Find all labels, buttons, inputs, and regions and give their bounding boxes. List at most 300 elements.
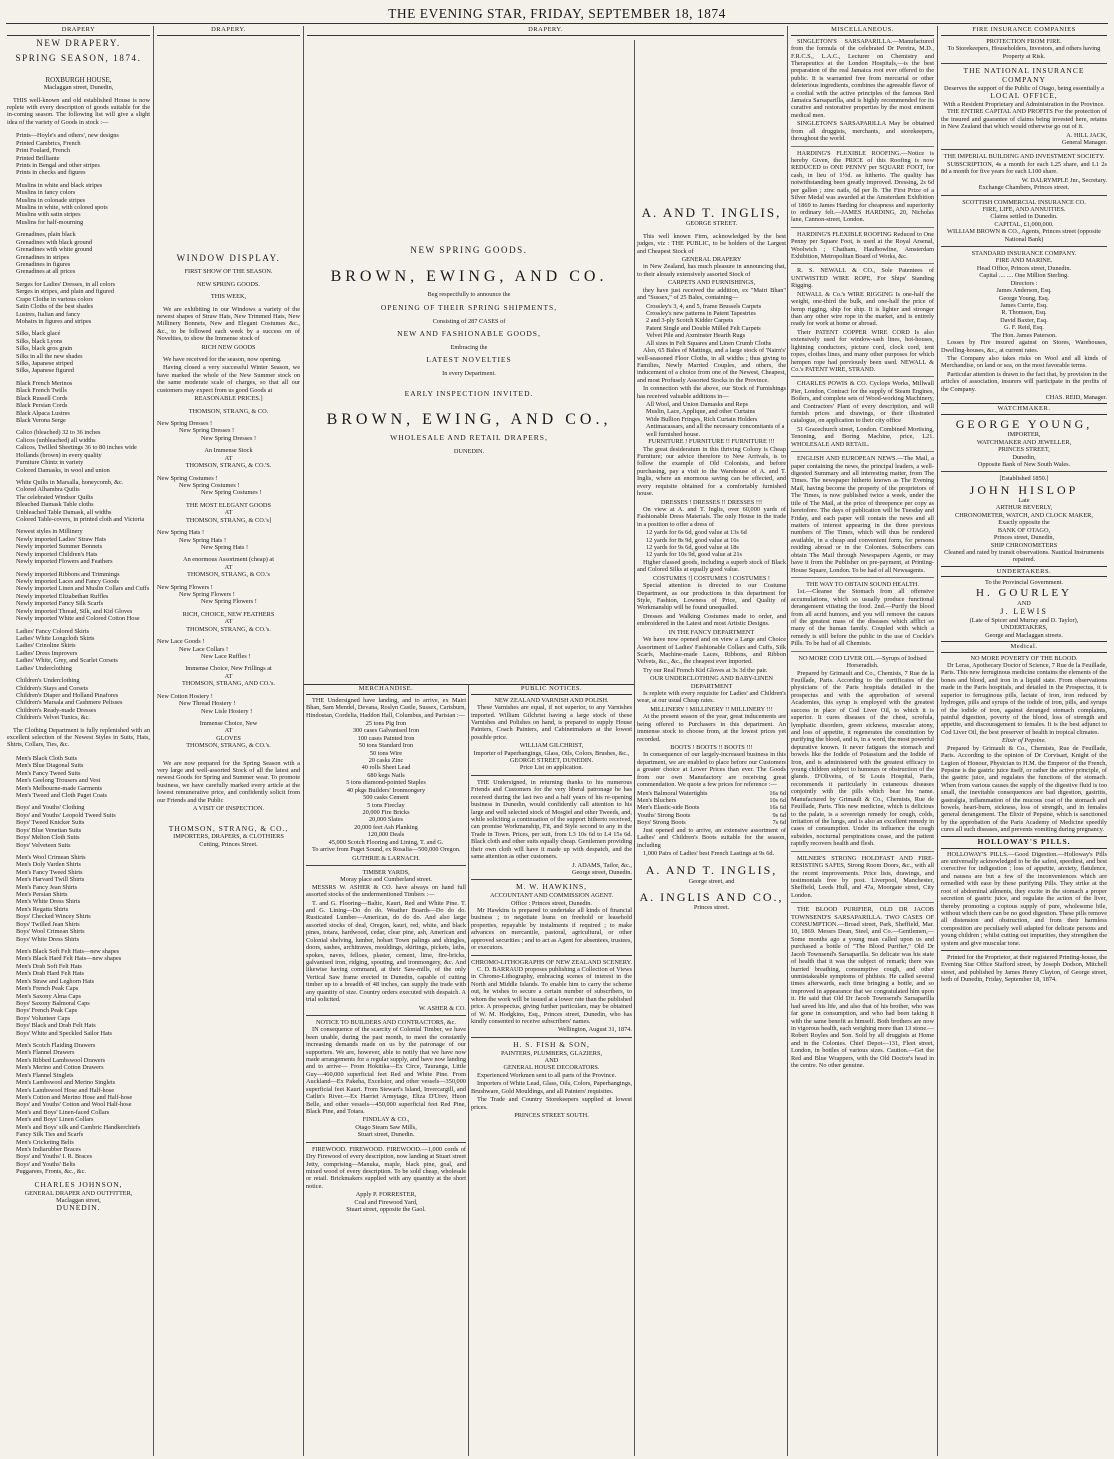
- list-item: Children's Marsala and Cashmere Pelisses: [16, 699, 123, 707]
- list-item: 680 kegs Nails: [367, 771, 405, 779]
- body-text: T. and G. Flooring—Baltic, Kauri, Red and White Pine. T. and G. Lining—Do do do. Weather Boards—Do do do. Rusticated Lumber—American, do do do. And also large assorted stocks of deal, Oregon, kauri, red, white, and black pines, totara, hardwood, cedar, clear pine, ash, American and Colonial shelving, lumber, hobart Town palings and shingles, doors, sashes, architraves, mouldings, skirtings, pickets, laths, spokes, naves, felloes, plaster, cement, lime, fire-bricks, galvanised iron, ridging, spouting, and ironmongery, &c. And likewise having command, at their Saw-mills, of the only Vertical Saw frame erected in Dunedin, capable of cutting timber up to a breadth of 48 inches, can supply the trade with any quantity of size. Country orders executed with despatch. A trial solicited.: [306, 899, 466, 1004]
- list-item: 20 casks Zinc: [368, 757, 404, 765]
- body-text: To arrive from Puget Sound, ex Rosalia—500,000 Oregon.: [312, 846, 461, 854]
- body-text: Price List on application.: [519, 764, 584, 772]
- list-item: Boys' Saxony Balmoral Caps: [16, 999, 90, 1007]
- directors-list: [941, 287, 1107, 339]
- firm-address: Stuart street, Dunedin.: [357, 1131, 415, 1139]
- body-text: 1,000 Pairs of Ladies' best French Lastings at 9s 6d.: [643, 849, 775, 857]
- list-item: Boys' White and Speckled Sailor Hats: [16, 1029, 112, 1037]
- notice-line: New Spring Dresses !: [157, 420, 213, 428]
- headline: OPENING OF THEIR SPRING SHIPMENTS,: [380, 302, 558, 312]
- wire-rope-ad: NEWALL & Co.'s WIRE RIGGING Is one-half the weight, one-third the bulk, and one-half the price of hemp rigging, ship for ship. It is lighter and stronger than any other wire rope in the market, and is entirely ready for work at home or abroad.: [791, 290, 934, 328]
- body-text: On view at A. and T. Inglis, over 60,000 yards of Fashionable Dress Materials. The only House in the trade in a position to offer a dress of: [637, 505, 786, 528]
- list-item: Boys' and Youths' Clothing: [16, 804, 85, 812]
- headline: NO MORE POVERTY OF THE BLOOD.: [970, 654, 1078, 662]
- notice-line: New Spring Costumes !: [201, 489, 262, 497]
- director-name: R. Thomson, Esq.: [1001, 309, 1047, 317]
- list-item: Ladies' White, Grey, and Scarlet Corsets: [16, 657, 118, 665]
- director-name: David Baxter, Esq.: [1000, 316, 1048, 324]
- firm-address: Exchange Chambers, Princes street.: [978, 184, 1070, 192]
- list-item: Muslin, Lace, Applique, and other Curtains: [646, 408, 756, 416]
- list-item: Children's Stays and Corsets: [16, 684, 88, 692]
- body-text: Capital .... .... One Million Sterling.: [979, 272, 1069, 280]
- body-text: Experienced Workmen sent to all parts of the Province.: [477, 1071, 617, 1079]
- firm-name: GUTHRIE & LARNACH.: [352, 854, 420, 862]
- signature-title: GENERAL DRAPER AND OUTFITTER,: [24, 1189, 133, 1197]
- list-item: Newly imported Children's Hats: [16, 550, 98, 558]
- notice-line: New Spring Dresses !: [201, 434, 257, 442]
- body-text: Beg respectfully to announce the: [427, 291, 511, 299]
- body-text: HOLLOWAY'S PILLS.—Good Digestion.—Holloway's Pills are universally acknowledged to be the safest, speediest, and best corrective for indigestion ; loss of appetite, anxiety, flatulence, and nausea are but a few of the inconveniences which are remedied with ease by these purifying Pills. They strike at the root of abdominal ailments, they excite in the stomach a proper secretion of gastric juice, and regulate the action of the liver, thereby promoting a copious supply of pure, wholesome bile, without which there can be no good digestion. These pills remove all distension and obstruction, and from their harmless composition are peculiarly well adapted for delicate persons and young children ; whilst cutting out impurities, they strengthen the system and give muscular tone.: [941, 850, 1107, 947]
- list-item: Grenadines with white ground: [16, 246, 93, 254]
- price-list: [637, 529, 786, 559]
- imprint: Printed for the Proprietor, at their registered Printing-house, the Evening Star Office Stafford street, by Joseph Dodson, Mitchell street, and published by James Henry Clayton, of George street, both of Dunedin, Friday, September 18, 1874.: [941, 954, 1107, 984]
- list-item: Men's Fancy Tweed Suits: [16, 769, 81, 777]
- body-text: Is replete with every requisite for Ladies' and Children's wear, at our usual Cheap rates.: [637, 690, 786, 705]
- house-name: ROXBURGH HOUSE,: [45, 75, 112, 84]
- firm-name: THE NATIONAL INSURANCE COMPANY: [963, 65, 1085, 84]
- body-text: Dresses and Walking Costumes made to order, and embroidered in the Latest and most Artistic Designs.: [637, 612, 786, 628]
- firm-description: UNDERTAKERS,: [1000, 624, 1048, 632]
- list-item: Men's Drab Hard Felt Hats: [16, 970, 84, 978]
- notice-line: New Lace Goods !: [157, 638, 205, 646]
- headline: DRESSES ! DRESSES !! DRESSES !!!: [660, 498, 763, 506]
- list-item: Men's White Dress Shirts: [16, 898, 81, 906]
- headline: CAPITAL, £1,000,000.: [994, 220, 1054, 228]
- headline: IN THE FANCY DEPARTMENT: [668, 628, 755, 636]
- notice-line: New Thread Hosiery !: [179, 700, 236, 708]
- list-item: Ladies' Dress Improvers: [16, 649, 78, 657]
- notice-line: New Spring Dresses !: [179, 427, 235, 435]
- body-text: Special attention is directed to our Costume Department, as our productions in this department for Style, Fashion, Lowness of Price, and Quality of Workmanship will be found unequalled.: [637, 582, 786, 612]
- firm-description: IMPORTERS, DRAPERS, & CLOTHIERS: [173, 833, 284, 841]
- body-text: SUBSCRIPTION, 4s a month for each L25 share, and L1 2s 8d a month for five years for each L100 share.: [941, 160, 1107, 176]
- firm-name: STANDARD INSURANCE COMPANY.: [971, 250, 1077, 258]
- list-item: Boys' Volunteer Caps: [16, 1014, 71, 1022]
- list-item: 5 tons diamond-pointed Staples: [346, 779, 426, 787]
- headline: EARLY INSPECTION INVITED.: [404, 388, 534, 398]
- headline: RICH, CHOICE, NEW FEATHERS: [182, 610, 275, 618]
- list-item: Calicos, Twilled Sheetings 36 to 80 inches wide: [16, 444, 137, 452]
- list-item: Printed Cambrics, French: [16, 139, 81, 147]
- item-list: [637, 303, 786, 348]
- body-text: We have received for the season, now opening.: [163, 356, 282, 364]
- list-item: Newly imported Fancy Silk Scarfs: [16, 600, 104, 608]
- item-list: [306, 720, 466, 846]
- at-label: AT: [224, 727, 233, 735]
- firm-name: A. AND T. INGLIS,: [641, 205, 782, 220]
- list-item: Newly imported Summer Bonnets: [16, 543, 103, 551]
- brown-ewing-ad: [304, 40, 634, 680]
- headline: MILLINERY ! MILLINERY !! MILLINERY !!!: [650, 705, 773, 713]
- list-item: Boys' French Peak Caps: [16, 1007, 78, 1015]
- list-item: Prints in Bengal and other stripes: [16, 161, 100, 169]
- section-head: WATCHMAKER.: [941, 403, 1107, 415]
- dateline: Wellington, August 31, 1874.: [557, 1026, 632, 1034]
- column-head: DRAPERY.: [157, 26, 300, 36]
- list-item: Men's Fancy Jean Shirts: [16, 883, 78, 891]
- body-text: In every Department.: [442, 370, 496, 378]
- notice-line: New Cotton Hosiery !: [157, 692, 213, 700]
- list-item: Boys' and Youths' Cotton and Wool Half-hose: [16, 1101, 132, 1109]
- firm-name: THOMSON, STRANG, & CO.'S.: [185, 462, 272, 470]
- list-item: Puggarees, Fronts, &c., &c.: [16, 1168, 86, 1176]
- list-item: Men's Ribbed Lambswool Drawers: [16, 1056, 106, 1064]
- list-item: Men's Blue Diagonal Suits: [16, 762, 84, 770]
- firm-name: THOMSON, STRANG, & CO.'s.: [186, 625, 271, 633]
- list-item: Boys' Checked Wincey Shirts: [16, 913, 91, 921]
- notice-line: New Spring Flowers !: [201, 598, 257, 606]
- list-item: Silks, Japanese figured: [16, 367, 74, 375]
- list-item: Men's Flannel Singlets: [16, 1071, 74, 1079]
- firm-name: M. W. HAWKINS,: [515, 882, 588, 892]
- headline: NEW AND FASHIONABLE GOODS,: [397, 329, 541, 339]
- list-item: Grenadines, plain black: [16, 231, 76, 239]
- firm-name: H. GOURLEY: [976, 586, 1072, 599]
- list-item: Newly imported White and Colored Cotton Hose: [16, 615, 140, 623]
- list-item: Boys' Wool Crimean Shirts: [16, 928, 85, 936]
- body-text: Late: [1018, 496, 1030, 504]
- signature: W. ASHER & CO.: [418, 1004, 466, 1012]
- column-6: [938, 26, 1110, 1456]
- firm-address: George and Maclaggan streets.: [985, 631, 1063, 639]
- column-head: FIRE INSURANCE COMPANIES: [941, 26, 1107, 36]
- list-item: Silks, black glacé: [16, 330, 61, 338]
- ad-title: WINDOW DISPLAY.: [176, 252, 281, 263]
- list-item: Boys' Twilled Jean Shirts: [16, 920, 80, 928]
- body-text: Importers of White Lead, Glass, Oils, Colors, Paperhangings, Brushware, Gold Mouldings, and all Painters' requisites.: [471, 1080, 632, 1095]
- list-item: Black French Twills: [16, 387, 67, 395]
- list-item: Wide Bullion Fringes, Rich Curtain Holders: [646, 415, 758, 423]
- body-text: in New Zealand, has much pleasure in announcing that, to their already extensively assorted Stock of: [637, 263, 786, 278]
- firm-name: THOMSON, STRANG, & CO.: [188, 407, 269, 415]
- firm-name: A. INGLIS AND CO.,: [639, 889, 784, 904]
- headline: Immense Choice, New Frillings at: [185, 665, 272, 673]
- firm-address: Office : Princes street, Dunedin.: [510, 899, 593, 907]
- list-item: Men's Cricketing Belts: [16, 1138, 74, 1146]
- headline: SHIP CHRONOMETERS: [990, 541, 1058, 549]
- list-item: Muslins in white and black stripes: [16, 181, 103, 189]
- body-text: Losses by Fire insured against on Stores, Warehouses, Dwelling-houses, &c., at current rates.: [941, 339, 1107, 354]
- body-text: FIREWOOD. FIREWOOD. FIREWOOD.—1,000 cords of Dry Firewood of every description, now landing at Stuart street Jetty, comprising—Manuka, maple, black pine, goal, and mixed wood of every description. To be sold cheap, wholesale or retail. Brickmakers supplied with any quantity at the short notice.: [306, 1145, 466, 1190]
- list-item: Lustres, Italian and fancy: [16, 310, 80, 318]
- signature: Apply P. FORRESTER,: [355, 1191, 417, 1199]
- firm-name: H. S. FISH & SON,: [513, 1039, 590, 1049]
- list-item: 45,000 Scotch Flooring and Lining, T. and G.: [328, 838, 444, 846]
- headline: THE IMPERIAL BUILDING AND INVESTMENT SOCIETY.: [943, 153, 1105, 161]
- list-item: Newly imported Flowers and Feathers: [16, 558, 113, 566]
- list-item: Serges in stripes, and plain and figured: [16, 288, 114, 296]
- firm-address: Opposite Bank of New South Wales.: [977, 460, 1071, 468]
- list-item: Muslins for half-mourning: [16, 218, 84, 226]
- list-item: Men's Lambswool Hose and Half-hose: [16, 1086, 115, 1094]
- safes-ad: MILNER'S STRONG HOLDFAST AND FIRE-RESISTING SAFES, Strong Room Doors, &c., with all the recent improvements. Price lists, drawings, and testimonials free by post. Liverpool, Manchester, Sheffield, Leeds Hull, and 47a, Moorgate street, City London.: [791, 854, 934, 899]
- body-text: The Company also takes risks on Wool and all kinds of Merchandise, on land or sea, on the most favorable terms.: [941, 354, 1107, 370]
- list-item: Men's Straw and Leghorn Hats: [16, 977, 95, 985]
- list-item: All sizes in Felt Squares and Linen Crumb Cloths: [646, 339, 772, 347]
- body-text: The Trade and Country Storekeepers supplied at lowest prices.: [471, 1096, 632, 1111]
- list-item: Men's and Boys' Linen Collars: [16, 1116, 94, 1124]
- body-text: Cleaned and rated by transit observations. Nautical Instruments repaired.: [944, 548, 1104, 564]
- list-item: Ladies' Crinoline Skirts: [16, 642, 76, 650]
- body-text: Just opened and to arrive, an extensive assortment of Ladies' and Children's Boots suitable for the season, including: [637, 826, 786, 849]
- list-item: Boys' and Youths' Leopold Tweed Suits: [16, 811, 116, 819]
- notice-line: New Spring Hats !: [201, 543, 249, 551]
- headline: PROTECTION FROM FIRE.: [986, 37, 1062, 45]
- body-text: Try our Real French Kid Gloves at 3s 3d the pair.: [643, 666, 768, 674]
- list-item: Ladies' White Longcloth Skirts: [16, 634, 95, 642]
- headline: TIMBER YARDS,: [362, 868, 410, 876]
- list-item: 20,000 Fire Bricks: [362, 808, 410, 816]
- list-item: Men's Doly Varden Shirts: [16, 861, 81, 869]
- list-item: Furniture Chintz in variety: [16, 459, 84, 467]
- list-item: Grenadines with black ground: [16, 238, 93, 246]
- list-item: Silks in all the new shades: [16, 352, 83, 360]
- headline: LATEST NOVELTIES: [426, 355, 512, 365]
- director-name: The Hon. James Paterson.: [991, 331, 1057, 339]
- list-item: Calico (bleached) 32 to 36 inches: [16, 429, 101, 437]
- body-text: The great desideratum in this thriving Colony is Cheap Furniture; our advice therefore to New Arrivals, is to follow the example of Old Colonists, and before purchasing, pay a visit to the Warehouse of A. and T. Inglis, where an enormous saving can be effected, and every requisite obtained for a comfortably furnished house.: [637, 445, 786, 498]
- list-item: Men's and Boys' Linen-faced Collars: [16, 1108, 110, 1116]
- intro-text: THIS well-known and old established House is now replete with every description of goods suitable for the in-coming season. The following list will give a slight idea of the variety of Goods in stock :—: [7, 96, 150, 126]
- body-text: Claims settled in Dunedin.: [990, 213, 1058, 221]
- headline: FIRST SHOW OF THE SEASON.: [184, 268, 273, 276]
- body-text: Exactly opposite the: [998, 519, 1050, 527]
- headline: THE WAY TO OBTAIN SOUND HEALTH.: [806, 580, 919, 588]
- list-item: Ladies' Underclothing: [16, 664, 72, 672]
- firm-description: PAINTERS, PLUMBERS, GLAZIERS,: [500, 1049, 603, 1057]
- list-item: Newly imported Laces and Fancy Goods: [16, 578, 119, 586]
- news-ad: ENGLISH AND EUROPEAN NEWS.—The Mail, a paper containing the news, the principal leaders, a well-digested Summary and all interesting matter, from The Times. The newspaper hitherto known as The Evening Mail, having become the property of the proprietors of The Times, is now published twice a week, under the title of The Mail, at the price of threepence per copy as heretofore. The days of publication will be Tuesday and Friday, and each paper will contain the news and all matters of interest appearing in the three previous numbers of The Times, which will thus be rendered available, in a cheap and convenient form, for persons residing abroad or in the Colonies. Subscribers can obtain The Mail through Newspapers Agents, or may have it from the Publisher on pre-payment, at Printing-House Square, London. To be had of all Newsagents.: [791, 455, 934, 574]
- headline: GLOVES: [216, 734, 241, 742]
- list-item: 40 rolls Sheet Lead: [361, 764, 411, 772]
- item-list: [637, 401, 786, 438]
- headline: COSTUMES !] COSTUMES ! COSTUMES !: [652, 574, 771, 582]
- column-2: [154, 26, 304, 1456]
- wire-rope-ad: Their PATENT COPPER WIRE CORD Is also extensively used for window-sash lines, hot-houses, lightning conductors, picture cord, clock cord, tent ropes, clothes lines, and many other purposes for which hempen rope had previously been used. NEWALL & Co.'s PATENT WIRE, STRAND.: [791, 328, 934, 373]
- item-name: Youths' Strong Boots: [637, 811, 691, 819]
- roofing-ad: HARDING'S FLEXIBLE ROOFING.—Notice is hereby Given, the PRICE of this Roofing is now REDUCED to ONE PENNY per SQUARE FOOT, for cash, in lieu of 1½d. as hitherto. The quality has notwithstanding been greatly improved. Dressing, 2s 6d per gallon ; zinc nails, 6d per lb. The First Prize of a Silver Medal was awarded at the Amsterdam Exhibition of 1869 to James Harding for cheapness and superiority to ordinary felt.—JAMES HARDING, 20, Nicholas lane, Cannon-street, London.: [791, 149, 934, 224]
- list-item: Muslins in fancy colors: [16, 189, 76, 197]
- list-item: Newly imported Linen and Muslin Collars and Cuffs: [16, 585, 150, 593]
- list-item: Printed Brilliante: [16, 154, 60, 162]
- body-text: WILLIAM BROWN & CO., Agents, Princes street (opposite National Bank): [947, 228, 1101, 243]
- firm-name: THOMSON, STRANG, & CO.'s.: [186, 742, 271, 750]
- firm-address: Otago Steam Saw Mills,: [355, 1123, 417, 1131]
- roofing-ad: HARDING'S FLEXIBLE ROOFING Reduced to One Penny per Square Foot, is used at the Royal Arsenal, Woolwich ; Chatham, Haulbowline, Amsterdam Exhibition, Metropolitan Board of Works, &c.: [791, 230, 934, 261]
- body-text: THE Undersigned have landing, and to arrive, ex Mairi Bhan, Sam Mendel, Devana, Roslyn Castle, Sussex, Cartsburn, Hindostan, Cordelia, Haddon Hall, Columbus, and Parisian :—: [306, 696, 466, 719]
- list-item: Men's French Peak Caps: [16, 985, 79, 993]
- list-item: 50 tons Wire: [369, 749, 403, 757]
- list-item: Men's Drab Soft Felt Hats: [16, 962, 82, 970]
- firm-name: THOMSON, STRANG, & CO.'s]: [185, 516, 272, 524]
- list-item: Muslins in colonade stripes: [16, 196, 86, 204]
- list-item: Silks, black gros grain: [16, 345, 73, 353]
- notice-blocks: [157, 420, 300, 755]
- body-text: C. D. BARRAUD proposes publishing a Collection of Views in Chromo-Lithography, embracing scenes of interest in the North and Middle Islands. To enable him to carry the scheme out, he wishes to secure a certain number of subscribers, to whom the work will be issued at a lower rate than the published price. A prospectus, giving further particulars, may be obtained of W. M. Hodgkins, Esq., Princes street, Dunedin, who has kindly consented to receive subscribers' names.: [471, 966, 632, 1025]
- list-item: Grenadines in figures: [16, 260, 71, 268]
- at-label: AT: [224, 454, 233, 462]
- ad-title: NEW DRAPERY.: [36, 37, 121, 48]
- table-row: [637, 812, 786, 819]
- firm-name: THOMSON, STRANG, & CO.'s: [186, 571, 270, 579]
- item-name: Men's Balmoral Watertights: [637, 789, 708, 797]
- firm-address: DUNEDIN.: [453, 448, 485, 456]
- signature: W. DALRYMPLE Jnr., Secretary.: [1021, 176, 1107, 184]
- headline: THIS WEEK,: [210, 293, 247, 301]
- list-item: Men's Indiarubber Braces: [16, 1145, 81, 1153]
- list-item: Colored Alhambra Quilts: [16, 486, 80, 494]
- list-item: 50 tons Standard Iron: [358, 742, 414, 750]
- list-item: Bleached Damask Table cloths: [16, 501, 94, 509]
- column-head: MISCELLANEOUS.: [791, 26, 934, 36]
- body-text: Particular attention is drawn to the fact that, by provision in the articles of association, insurers will participate in the profits of the Company.: [941, 370, 1107, 393]
- goods-lists: [7, 127, 150, 726]
- list-item: Men's Lambswool and Merino Singlets: [16, 1079, 116, 1087]
- column-5: [788, 26, 938, 1456]
- list-item: Unbleached Table Damask, all widths: [16, 508, 112, 516]
- body-text: MESSRS W. ASHER & CO. have always on hand full assorted stocks of the undermentioned Timbers :—: [306, 883, 466, 899]
- firm-address: George street, and: [688, 877, 735, 885]
- at-label: AT: [224, 672, 233, 680]
- headline: THE MOST ELEGANT GOODS: [186, 501, 271, 509]
- list-item: Newly imported Thread, Silk, and Kid Gloves: [16, 607, 133, 615]
- list-item: Boys' Velveteen Suits: [16, 841, 71, 849]
- list-item: Boys' White Dress Shirts: [16, 935, 80, 943]
- house-street: Maclaggan street, Dunedin,: [43, 84, 114, 92]
- table-row: [637, 790, 786, 797]
- table-row: [637, 804, 786, 811]
- firm-name: FINDLAY & CO.,: [362, 1116, 410, 1124]
- list-item: Prints in checks and figures: [16, 169, 86, 177]
- firm-description: CHRONOMETER, WATCH, AND CLOCK MAKER,: [955, 511, 1093, 519]
- firm-address: Cutting, Princes Street.: [199, 840, 258, 848]
- firm-address: Moray place and Cumberland street.: [340, 876, 432, 884]
- list-item: Men's Flannel Drawers: [16, 1049, 75, 1057]
- list-item: 20,000 Slates: [369, 816, 403, 824]
- item-price: 9s 6d: [772, 811, 786, 819]
- list-item: Boys' Tweed Knicker Suits: [16, 819, 85, 827]
- wire-rope-ad: R. S. NEWALL & CO., Sole Patentees of UNTWISTED WIRE ROPE, For Ships' Standing Rigging.: [791, 267, 934, 290]
- list-item: Men's Persian Shirts: [16, 891, 68, 899]
- price-line: 12 yards for 8s 9d, good value at 16s: [646, 536, 739, 544]
- body-text: Embracing the: [450, 344, 488, 352]
- headline: Immense Choice, New: [199, 719, 258, 727]
- list-item: 2 and 3-ply Scotch Kidder Carpets: [646, 317, 734, 325]
- firm-address: GEORGE STREET.: [685, 220, 738, 228]
- headline: NEW SPRING GOODS.: [410, 245, 528, 255]
- item-name: Men's Elastic-side Boots: [637, 804, 700, 812]
- body-text: We are now prepared for the Spring Season with a very large and well-assorted Stock of all the latest and newest Goods for Spring and Summer wear. To promote business, we have carefully marked every article at the lowest remunerative price, and confidently solicit from our Friends and the Public: [157, 759, 300, 804]
- table-row: [637, 819, 786, 826]
- column-1: [4, 26, 154, 1456]
- boot-price-table: [637, 790, 786, 827]
- list-item: Silks, Japanese striped: [16, 360, 73, 368]
- inglis-ad: [634, 40, 788, 1456]
- item-price: 16s 6d: [769, 789, 786, 797]
- ad-season: SPRING SEASON, 1874.: [15, 53, 142, 64]
- notice-line: New Lace Collars !: [179, 645, 229, 653]
- signature: A. HILL JACK,: [1066, 131, 1107, 139]
- list-item: Men's Wool Crimean Shirts: [16, 853, 86, 861]
- list-item: Calicos (unbleached) all widths: [16, 436, 96, 444]
- body-text: Also, 65 Bales of Mattings, and a large stock of 'Nairn's' well-seasoned Floor Cloths, in all widths ; thus giving to Families, Newly Married Couples, and others, the inducement of a choice from one of the Newest, Cheapest, and most Profusely Assorted Stocks in the Province.: [637, 347, 786, 384]
- clothing-lists: [7, 750, 150, 1176]
- list-item: Men's Merino and Cotton Drawers: [16, 1064, 104, 1072]
- blood-purifier-ad: THE BLOOD PURIFIER, OLD DR JACOB TOWNSEND'S SARSAPARILLA. TWO CASES OF CONSUMPTION.—Broad street, Park, Sheffield, Mar. 10, 1869. Messrs Dean, Steel, and Co.—Gentlemen,—Some months ago a young man called upon us and purchased a bottle of "The Blood Purifier," Old Dr Jacob Townsend's Sarsaparilla. So delicate was his state of health that it was the subject of remark; there was hurried breathing, consumptive cough, and other unmistakeable symptoms of phthisis. He called several times afterwards, each time bringing a bottle, and so improved in appearance that we congratulated him upon it. He said that Old Dr Jacob Townsend's Sarsaparilla had saved his life, and also that of his brother, who was far gone in consumption, and who had been taking it with the same benefit as himself. Both brothers are now in vigorous health, each weighing more than 13 stone.—Robert Royles and Son. Sold by all druggists at Home and in the Colonies. Chief Depot—131, Fleet street, London, in bottles of various sizes. Caution.—Get the Red and Blue Wrappers, with the Old Doctor's head in the centre. No other genuine.: [791, 906, 934, 1070]
- list-item: Boys' and Youths' Belts: [16, 1160, 76, 1168]
- notice-line: New Spring Hats !: [179, 536, 227, 544]
- item-price: 16s 6d: [769, 804, 786, 812]
- list-item: Men's Black Hard Felt Hats—new shapes: [16, 955, 122, 963]
- body-text: In connection with the above, our Stock of Furnishings has received valuable additions in—: [637, 385, 786, 400]
- item-name: Men's Bluchers: [637, 796, 677, 804]
- list-item: Serges for Ladies' Dresses, in all colors: [16, 280, 116, 288]
- column-head: DRAPERY.: [307, 26, 784, 36]
- list-item: Muslins in white, with colored spots: [16, 204, 108, 212]
- at-label: AT: [224, 509, 233, 517]
- health-ad: 1st.—Cleanse the Stomach from all offensive accumulations, which so usually produce functional derangement vitiating the food. 2nd.—Purify the blood from all acrid humors, and you will remove the causes of the greatest mass of the diseases which afflict so many of the human family. Coupled with which a remedy is still before the public in the use of Cockle's Pills. To be had of all Chemists.: [791, 588, 934, 648]
- column-head: DRAPERY: [7, 26, 150, 36]
- body-text: With a Resident Proprietary and Administration in the Province.: [943, 100, 1105, 108]
- body-text: THE ENTIRE CAPITAL AND PROFITS For the protection of the insured and guarantee of claims being invested here, retains in New Zealand that which would otherwise go out of it.: [941, 108, 1107, 131]
- list-item: Fancy Silk Ties and Scarfs: [16, 1131, 84, 1139]
- list-item: 100 cases Painted Iron: [357, 734, 415, 742]
- list-item: Men's Cotton and Merino Hose and Half-hose: [16, 1094, 133, 1102]
- firm-address: BANK OF OTAGO,: [997, 526, 1051, 534]
- list-item: Newest styles in Millinery: [16, 528, 83, 536]
- body-text: Dr Leras, Apothecary Doctor of Science, 7 Rue de la Feuillade, Paris. This new ferruginous medicine contains the elements of the bones and blood, and iron in a liquid state. From observations made in the Paris hospitals, and detailed in the Prospectus, it is superior to ferruginous pills, lactate of iron, iron reduced by hydrogen, pills and syrups of the iodide of iron, pills, and syrups of the iodide of iron, against deranged stomach complaints, painful digestion, poverty of the blood, loss of strength and appetite, and discouragement to females. It is the best adjunct to Cod Liver Oil, the best preserver of health in tropical climates.: [941, 662, 1108, 736]
- list-item: Men's Fancy Tweed Shirts: [16, 868, 83, 876]
- sarsaparilla-ad: SINGLETON'S SARSAPARILLA.—Manufactured from the formula of the celebrated Dr Pereira, M.D., F.R.C.S., L.A.C., Lecturer on Chemistry and Therapeutics at the London Hospitals,—is the best preparation of the real Jamaica root ever offered to the public. It is warranted free from mercurial or other deleterious ingredients, combines the agreeable flavor of a cordial with the active principles of the famous Red Jamaica Sarsaparilla, and is highly recommended for its curative and restorative properties by the most eminent medical men.: [791, 37, 934, 119]
- body-text: We are exhibiting in our Windows a variety of the newest shapes of Straw Hats, New Trimmed Hats, New Millinery Bonnets, New and Elegant Costumes &c., &c., to be followed each week by a success on of Novelties, to show the Immense stock of: [157, 305, 300, 343]
- firm-name: GEORGE YOUNG,: [955, 417, 1093, 432]
- list-item: Children's Underclothing: [16, 677, 80, 685]
- list-item: Colored Table-covers, in printed cloth and Victoria: [16, 516, 145, 524]
- section-head: HOLLOWAY'S PILLS.: [941, 836, 1107, 849]
- list-item: Boys' and Youths' I. R. Braces: [16, 1153, 93, 1161]
- body-text: To Storekeepers, Householders, Investors, and others having Property at Risk.: [947, 45, 1101, 60]
- headline: An enormous Assortment (cheap) at: [183, 556, 274, 564]
- list-item: 500 casks Cement: [363, 794, 409, 802]
- at-label: AT: [224, 618, 233, 626]
- price-line: 12 yards for 6s 6d, good value at 13s 6d: [646, 529, 747, 537]
- body-text: THE Undersigned, in returning thanks to his numerous Friends and Customers for the very liberal patronage he has received during the last two and a half years of his re-opening business in Dunedin, would confidently call attention to his large and well selected stock of Mosgiel and other Tweeds, and, while soliciting a continuation of the support hitherto received, can promise Workmanship, Fit, and Style second to any in the Trade in Town. Prices, per suit, from L3 10s 6d to L4 15s 6d. Black cloth and other suits equally cheap. Gentlemen providing their own cloth will have it made up with despatch, and the same attention as other customers.: [471, 778, 632, 861]
- body-text: To the Provincial Government.: [985, 579, 1063, 587]
- notice-line: New Spring Costumes !: [179, 481, 240, 489]
- firm-description: WATCHMAKER AND JEWELLER,: [976, 438, 1072, 446]
- firm-description: ACCOUNTANT AND COMMISSION AGENT.: [489, 892, 614, 900]
- list-item: Children's Ready-made Dresses: [16, 706, 97, 714]
- signature-street: Maclaggan street,: [56, 1196, 101, 1204]
- firm-description: GENERAL HOUSE DECORATORS.: [503, 1064, 600, 1072]
- list-item: Men's Saxony Alma Caps: [16, 992, 81, 1000]
- list-item: Crossley's 3, 4, and 5, frame Brussels Carpets: [646, 302, 762, 310]
- list-item: Satin Cloths of the best shades: [16, 303, 94, 311]
- list-item: Newly imported Elizabethan Ruffles: [16, 592, 109, 600]
- list-item: Ladies' Fancy Colored Skirts: [16, 627, 90, 635]
- list-item: Men's Melbourne-made Garments: [16, 784, 103, 792]
- headline: FIRE AND MARINE.: [995, 257, 1053, 265]
- firm-address: GEORGE STREET, DUNEDIN.: [509, 757, 594, 765]
- firm-address: PRINCES STREET,: [998, 446, 1050, 454]
- list-item: Men's Tweed and Cloth Paget Coats: [16, 791, 107, 799]
- price-line: 12 yards for 10s 9d, good value at 21s: [646, 551, 743, 559]
- list-item: Men's Black Soft Felt Hats—new shapes: [16, 948, 120, 955]
- body-text: (Late of Spicer and Murray and D. Taylor),: [969, 616, 1079, 624]
- list-item: Black Russell Cords: [16, 394, 68, 402]
